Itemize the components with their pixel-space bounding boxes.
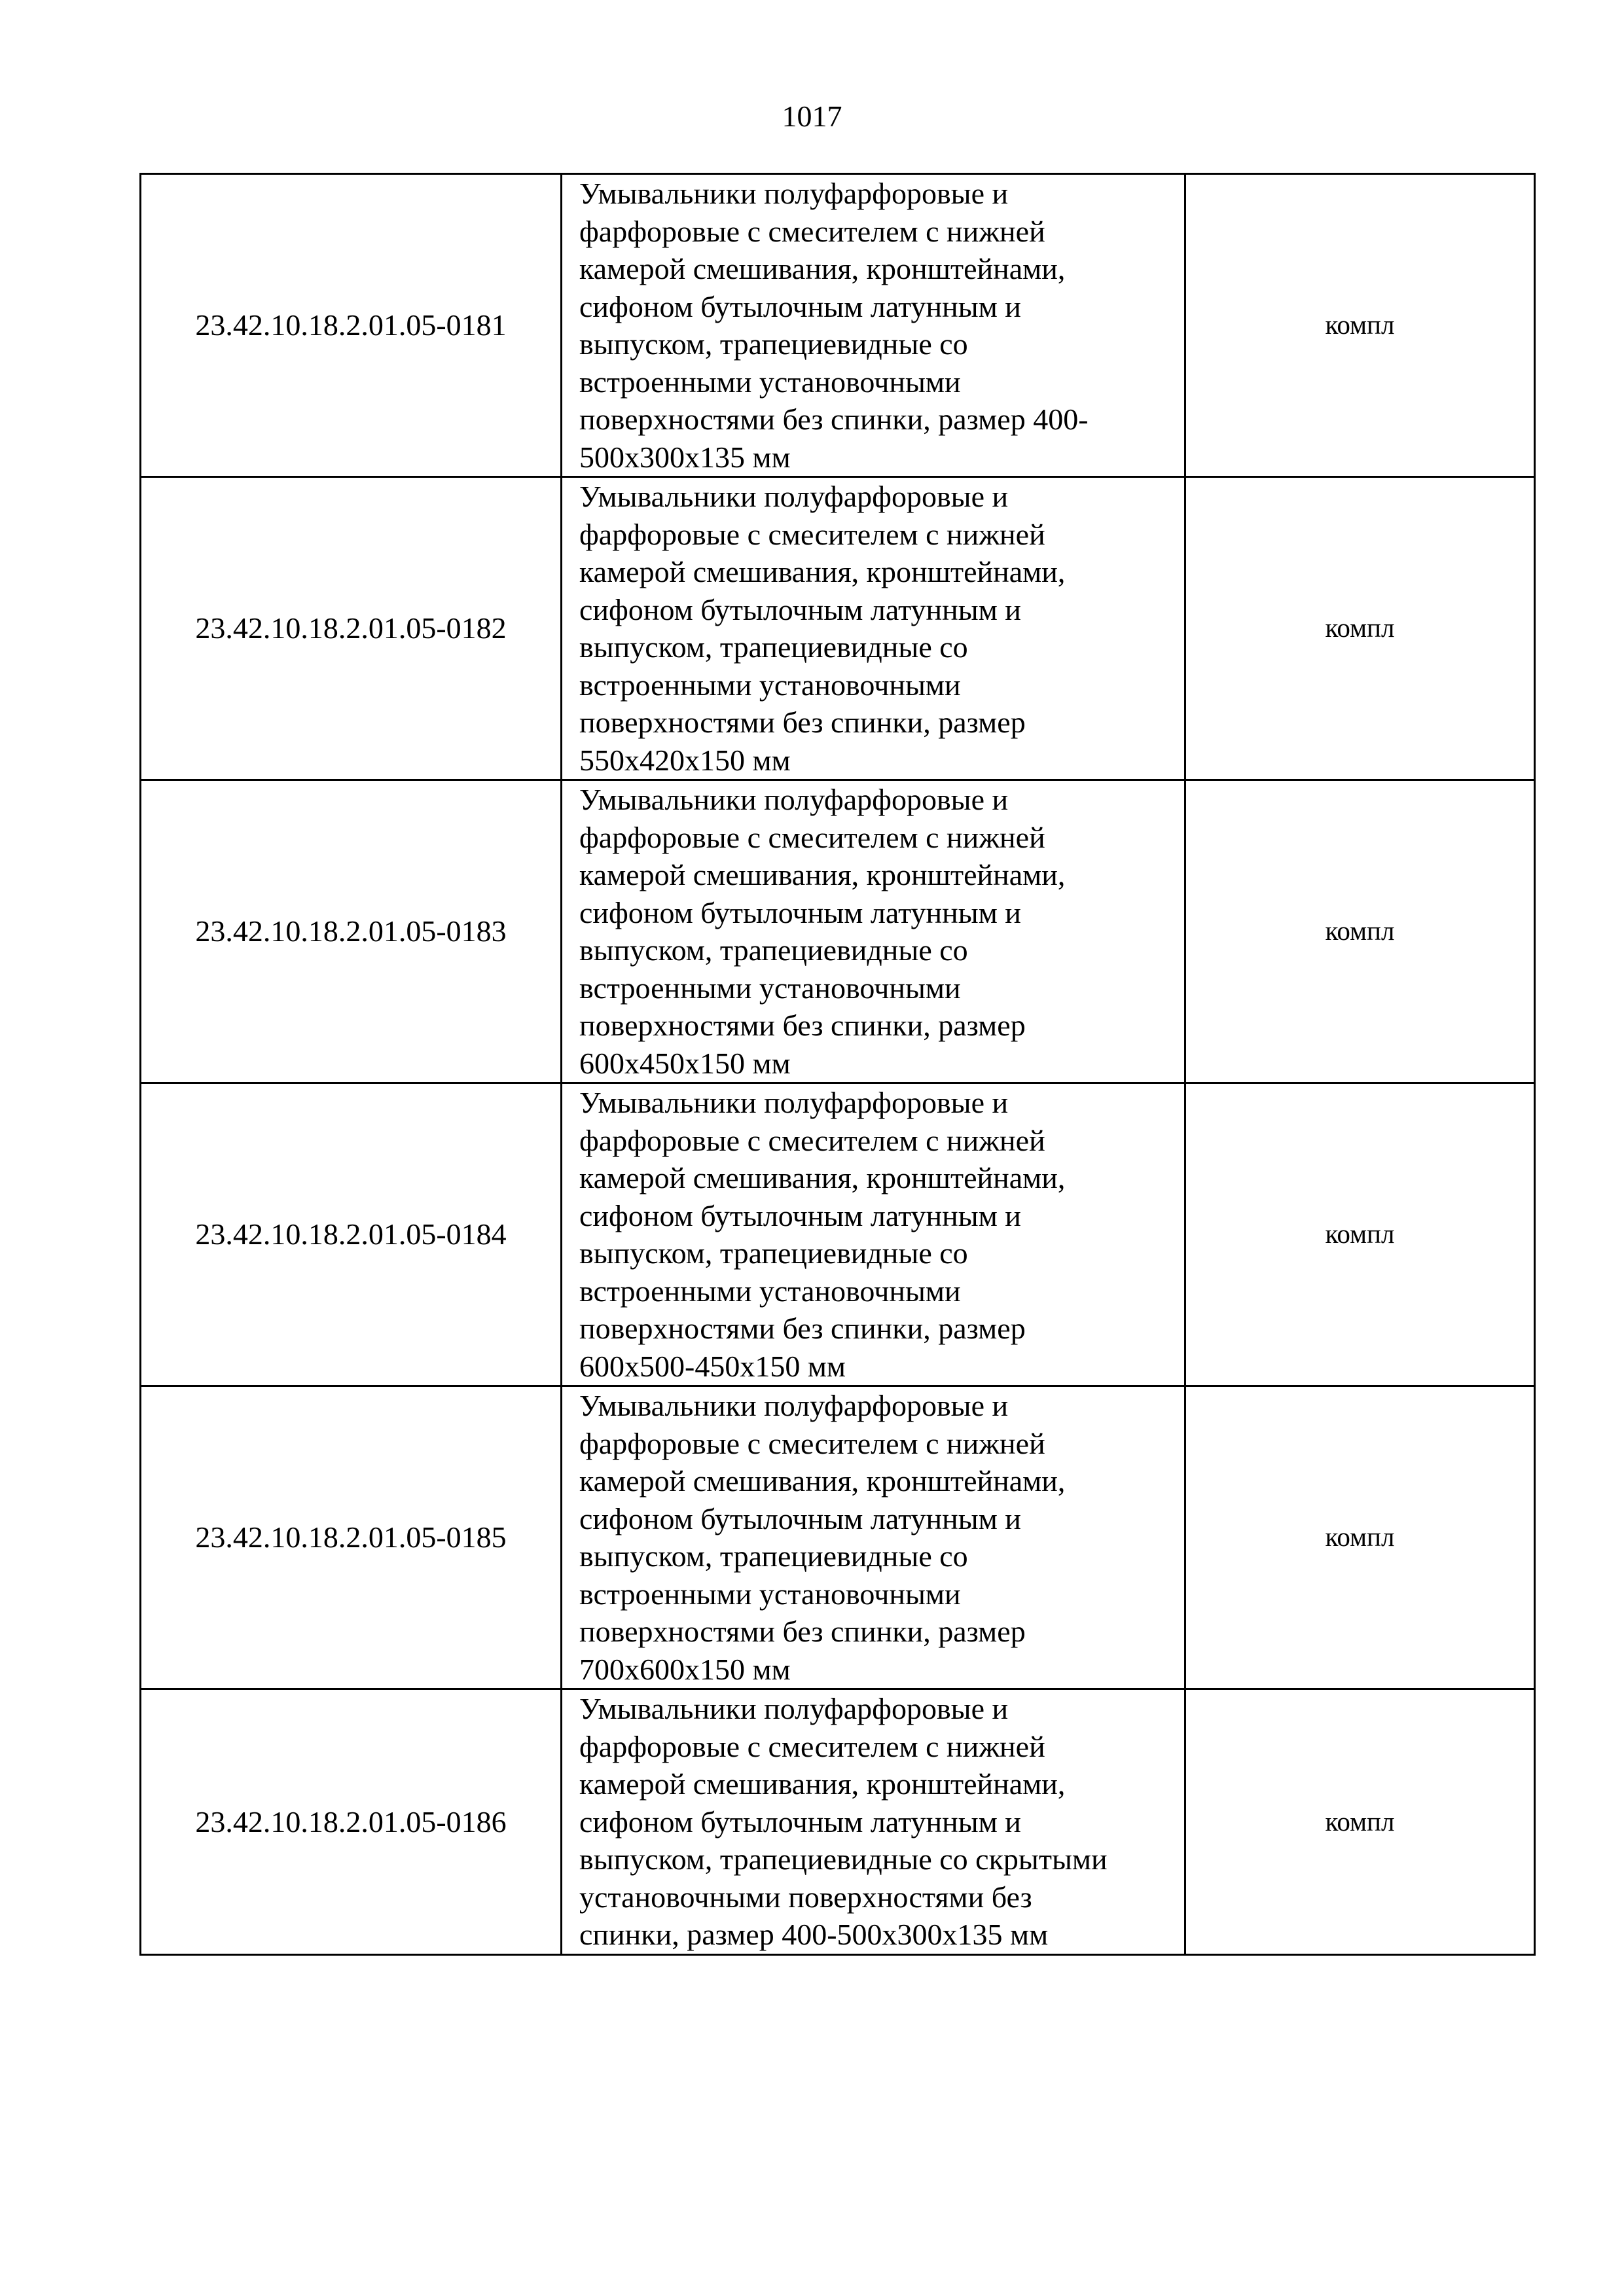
description-line: встроенными установочными	[579, 971, 961, 1005]
description-line: выпуском, трапециевидные со	[579, 1236, 968, 1270]
description-line: поверхностями без спинки, размер	[579, 1615, 1026, 1648]
description-line: выпуском, трапециевидные со	[579, 933, 968, 967]
resource-description	[562, 1083, 1185, 1386]
description-line: сифоном бутылочным латунным и	[579, 1198, 1021, 1232]
description-line: Умывальники полуфарфоровые и	[579, 1389, 1009, 1422]
description-line: Умывальники полуфарфоровые и	[579, 783, 1009, 816]
description-line: установочными поверхностями без	[579, 1880, 1032, 1914]
resource-unit: компл	[1185, 780, 1535, 1083]
description-line: выпуском, трапециевидные со	[579, 630, 968, 664]
resource-description	[562, 174, 1185, 477]
description-line: выпуском, трапециевидные со скрытыми	[579, 1842, 1108, 1876]
resource-description	[562, 477, 1185, 780]
resource-code: 23.42.10.18.2.01.05-0183	[141, 780, 562, 1083]
description-line: 700x600x150 мм	[579, 1652, 791, 1686]
table-row	[141, 1386, 1535, 1689]
table-row	[141, 1689, 1535, 1955]
description-line: 600x500-450x150 мм	[579, 1349, 846, 1383]
table-row	[141, 1083, 1535, 1386]
description-line: сифоном бутылочным латунным и	[579, 895, 1021, 929]
description-line: фарфоровые с смесителем с нижней	[579, 517, 1045, 551]
description-line: фарфоровые с смесителем с нижней	[579, 214, 1045, 248]
resource-description	[562, 1689, 1185, 1955]
description-line: выпуском, трапециевидные со	[579, 1539, 968, 1573]
page-number: 1017	[782, 99, 842, 133]
resource-code: 23.42.10.18.2.01.05-0186	[141, 1689, 562, 1955]
description-line: поверхностями без спинки, размер	[579, 1312, 1026, 1345]
description-line: встроенными установочными	[579, 1274, 961, 1308]
description-line: встроенными установочными	[579, 365, 961, 399]
description-line: поверхностями без спинки, размер 400-	[579, 403, 1089, 436]
description-line: встроенными установочными	[579, 668, 961, 702]
description-line: камерой смешивания, кронштейнами,	[579, 252, 1066, 285]
description-line: сифоном бутылочным латунным и	[579, 289, 1021, 323]
resource-unit: компл	[1185, 1083, 1535, 1386]
resource-unit: компл	[1185, 174, 1535, 477]
description-line: Умывальники полуфарфоровые и	[579, 177, 1009, 210]
description-line: поверхностями без спинки, размер	[579, 706, 1026, 739]
resource-table	[139, 173, 1536, 1956]
description-line: сифоном бутылочным латунным и	[579, 1501, 1021, 1535]
description-line: камерой смешивания, кронштейнами,	[579, 1767, 1066, 1801]
description-line: камерой смешивания, кронштейнами,	[579, 1464, 1066, 1498]
resource-code: 23.42.10.18.2.01.05-0185	[141, 1386, 562, 1689]
resource-code: 23.42.10.18.2.01.05-0184	[141, 1083, 562, 1386]
description-line: сифоном бутылочным латунным и	[579, 592, 1021, 626]
description-line: выпуском, трапециевидные со	[579, 327, 968, 361]
description-line: 600x450x150 мм	[579, 1046, 791, 1080]
description-line: камерой смешивания, кронштейнами,	[579, 555, 1066, 588]
description-line: фарфоровые с смесителем с нижней	[579, 820, 1045, 854]
description-line: 550x420x150 мм	[579, 743, 791, 777]
resource-unit: компл	[1185, 477, 1535, 780]
description-line: встроенными установочными	[579, 1577, 961, 1611]
resource-unit: компл	[1185, 1689, 1535, 1955]
table-row	[141, 174, 1535, 477]
resource-code: 23.42.10.18.2.01.05-0181	[141, 174, 562, 477]
description-line: фарфоровые с смесителем с нижней	[579, 1123, 1045, 1157]
table-row	[141, 780, 1535, 1083]
description-line: камерой смешивания, кронштейнами,	[579, 1161, 1066, 1194]
description-line: камерой смешивания, кронштейнами,	[579, 858, 1066, 891]
description-line: поверхностями без спинки, размер	[579, 1009, 1026, 1042]
resource-code: 23.42.10.18.2.01.05-0182	[141, 477, 562, 780]
table-row	[141, 477, 1535, 780]
resource-unit: компл	[1185, 1386, 1535, 1689]
description-line: фарфоровые с смесителем с нижней	[579, 1729, 1045, 1763]
resource-description	[562, 1386, 1185, 1689]
description-line: фарфоровые с смесителем с нижней	[579, 1426, 1045, 1460]
description-line: Умывальники полуфарфоровые и	[579, 480, 1009, 513]
description-line: 500x300x135 мм	[579, 440, 791, 474]
description-line: Умывальники полуфарфоровые и	[579, 1692, 1009, 1725]
resource-description	[562, 780, 1185, 1083]
description-line: спинки, размер 400-500x300x135 мм	[579, 1918, 1049, 1951]
description-line: Умывальники полуфарфоровые и	[579, 1086, 1009, 1119]
description-line: сифоном бутылочным латунным и	[579, 1804, 1021, 1839]
